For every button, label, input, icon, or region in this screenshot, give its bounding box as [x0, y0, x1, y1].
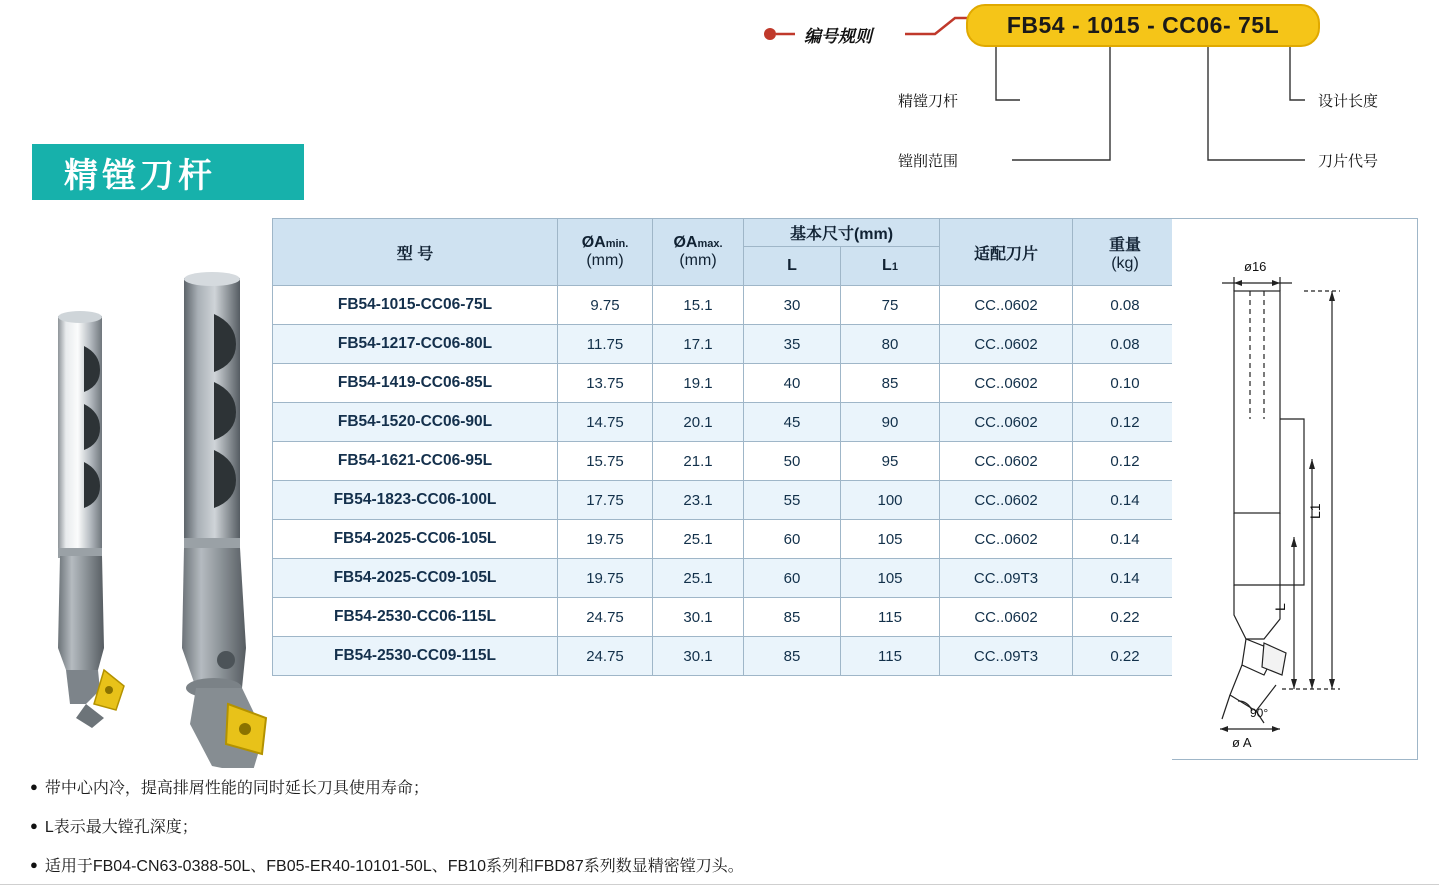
cell-weight: 0.14 [1073, 520, 1178, 559]
table-row [273, 637, 1178, 676]
cell-l: 85 [744, 637, 841, 676]
cell-insert: CC..0602 [940, 403, 1073, 442]
col-amax [653, 219, 744, 286]
col-amax-label: ØAmax. [673, 234, 723, 251]
note-text: 带中心内冷，提高排屑性能的同时延长刀具使用寿命； [44, 780, 429, 797]
cell-amin: 14.75 [558, 403, 653, 442]
col-weight-unit: (kg) [1111, 254, 1139, 272]
note-item [30, 775, 1410, 798]
cell-amax: 20.1 [653, 403, 744, 442]
col-amin-unit: (mm) [586, 252, 624, 269]
dim-l: L [1272, 603, 1288, 611]
cell-l1: 95 [841, 442, 940, 481]
cell-model: FB54-2025-CC06-105L [273, 520, 558, 559]
cell-model: FB54-2530-CC06-115L [273, 598, 558, 637]
cell-l1: 105 [841, 559, 940, 598]
cell-l: 60 [744, 559, 841, 598]
spec-table-head [273, 219, 1178, 286]
cell-l: 85 [744, 598, 841, 637]
table-row [273, 481, 1178, 520]
cell-l: 30 [744, 286, 841, 325]
table-row [273, 325, 1178, 364]
spec-table-body [273, 286, 1178, 676]
cell-weight: 0.10 [1073, 364, 1178, 403]
cell-amax: 25.1 [653, 559, 744, 598]
cell-amax: 23.1 [653, 481, 744, 520]
note-item [30, 853, 1410, 876]
cell-insert: CC..0602 [940, 364, 1073, 403]
notes-list [30, 775, 1410, 892]
cell-model: FB54-1015-CC06-75L [273, 286, 558, 325]
cell-weight: 0.22 [1073, 598, 1178, 637]
cell-l1: 115 [841, 598, 940, 637]
cell-weight: 0.08 [1073, 325, 1178, 364]
bullet-icon: ● [30, 779, 38, 794]
dim-dia-a: ø A [1232, 735, 1252, 750]
table-row [273, 403, 1178, 442]
cell-amax: 19.1 [653, 364, 744, 403]
code-rule-code: FB54 - 1015 - CC06- 75L [966, 4, 1320, 47]
table-row [273, 520, 1178, 559]
callout-boring-range: 镗削范围 [898, 153, 959, 170]
bullet-icon: ● [30, 857, 38, 872]
cell-amin: 17.75 [558, 481, 653, 520]
cell-insert: CC..09T3 [940, 637, 1073, 676]
cell-amin: 19.75 [558, 559, 653, 598]
tool-left [58, 311, 124, 728]
cell-l1: 115 [841, 637, 940, 676]
cell-insert: CC..09T3 [940, 559, 1073, 598]
code-rule-title: 编号规则 [804, 27, 872, 46]
section-title: 精镗刀杆 [64, 156, 216, 195]
callout-insert-code: 刀片代号 [1318, 153, 1379, 170]
col-model: 型 号 [273, 219, 558, 286]
cell-l: 40 [744, 364, 841, 403]
dim-dia-top: ø16 [1244, 259, 1267, 274]
cell-weight: 0.12 [1073, 442, 1178, 481]
cell-model: FB54-1823-CC06-100L [273, 481, 558, 520]
cell-weight: 0.22 [1073, 637, 1178, 676]
table-row [273, 442, 1178, 481]
note-text: L表示最大镗孔深度； [44, 819, 198, 836]
col-weight [1073, 219, 1178, 286]
cell-model: FB54-2530-CC09-115L [273, 637, 558, 676]
col-insert: 适配刀片 [940, 219, 1073, 286]
section-banner [32, 144, 304, 200]
cell-amax: 30.1 [653, 637, 744, 676]
cell-amin: 13.75 [558, 364, 653, 403]
table-row [273, 364, 1178, 403]
leader-dot [764, 28, 776, 40]
page-bottom-rule [0, 884, 1439, 885]
dim-angle: 90° [1250, 706, 1269, 720]
product-photo [26, 218, 272, 768]
cell-l1: 85 [841, 364, 940, 403]
cell-weight: 0.14 [1073, 481, 1178, 520]
note-item [30, 814, 1410, 837]
technical-drawing [1172, 218, 1418, 760]
col-amin-label: ØAmin. [581, 234, 629, 251]
col-l1: L1 [841, 247, 940, 286]
cell-l1: 90 [841, 403, 940, 442]
cell-amax: 30.1 [653, 598, 744, 637]
cell-model: FB54-1520-CC06-90L [273, 403, 558, 442]
cell-amin: 19.75 [558, 520, 653, 559]
cell-l: 55 [744, 481, 841, 520]
cell-insert: CC..0602 [940, 598, 1073, 637]
header-row-1 [273, 219, 1178, 247]
cell-insert: CC..0602 [940, 520, 1073, 559]
col-basic-dims: 基本尺寸(mm) [744, 219, 940, 247]
cell-model: FB54-1621-CC06-95L [273, 442, 558, 481]
note-text: 适用于FB04-CN63-0388-50L、FB05-ER40-10101-50L、FB10系列和FBD87系列数显精密镗刀头。 [44, 858, 744, 875]
cell-l: 45 [744, 403, 841, 442]
callout-boring-bar: 精镗刀杆 [898, 93, 959, 110]
cell-amax: 15.1 [653, 286, 744, 325]
cell-model: FB54-1419-CC06-85L [273, 364, 558, 403]
cell-l: 60 [744, 520, 841, 559]
cell-weight: 0.14 [1073, 559, 1178, 598]
col-amin [558, 219, 653, 286]
table-row [273, 598, 1178, 637]
cell-amax: 17.1 [653, 325, 744, 364]
table-row [273, 559, 1178, 598]
cell-amin: 24.75 [558, 637, 653, 676]
cell-insert: CC..0602 [940, 286, 1073, 325]
cell-model: FB54-1217-CC06-80L [273, 325, 558, 364]
col-amax-unit: (mm) [679, 252, 717, 269]
cell-l1: 105 [841, 520, 940, 559]
cell-l1: 80 [841, 325, 940, 364]
table-row [273, 286, 1178, 325]
product-content [26, 200, 1416, 770]
callout-design-length: 设计长度 [1318, 93, 1379, 110]
cell-weight: 0.08 [1073, 286, 1178, 325]
cell-amin: 9.75 [558, 286, 653, 325]
cell-l: 35 [744, 325, 841, 364]
bullet-icon: ● [30, 818, 38, 833]
cell-weight: 0.12 [1073, 403, 1178, 442]
cell-amin: 24.75 [558, 598, 653, 637]
cell-amin: 11.75 [558, 325, 653, 364]
col-l: L [744, 247, 841, 286]
spec-table [272, 218, 1178, 676]
cell-insert: CC..0602 [940, 442, 1073, 481]
cell-amax: 25.1 [653, 520, 744, 559]
cell-insert: CC..0602 [940, 325, 1073, 364]
dim-l1: L1 [1307, 503, 1323, 519]
cell-l1: 75 [841, 286, 940, 325]
cell-l: 50 [744, 442, 841, 481]
cell-insert: CC..0602 [940, 481, 1073, 520]
cell-l1: 100 [841, 481, 940, 520]
cell-amax: 21.1 [653, 442, 744, 481]
cell-amin: 15.75 [558, 442, 653, 481]
tool-right [182, 272, 266, 768]
cell-model: FB54-2025-CC09-105L [273, 559, 558, 598]
col-weight-label: 重量 [1108, 236, 1141, 254]
